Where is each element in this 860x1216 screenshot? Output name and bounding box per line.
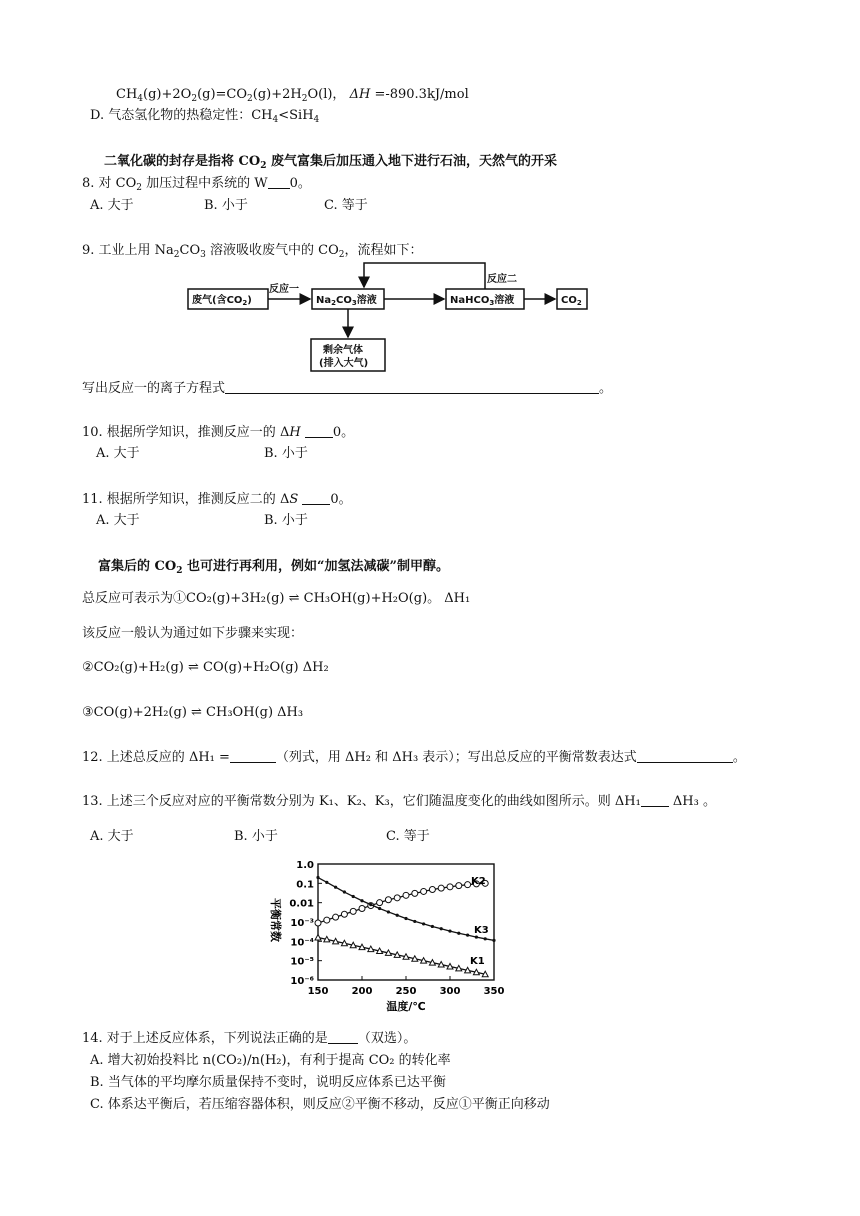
delta-h: ΔH: [349, 87, 371, 102]
heading-text: 废气富集后加压通入地下进行石油，天然气的开采: [266, 154, 557, 169]
q11-s: S: [289, 492, 299, 507]
q9-end: 。: [599, 381, 613, 396]
q13-text: 13. 上述三个反应对应的平衡常数分别为 K₁、K₂、K₃，它们随温度变化的曲线如图所示。则 ΔH₁: [82, 794, 641, 809]
series-label-k1: K1: [470, 956, 485, 967]
answer-blank[interactable]: [302, 491, 330, 505]
data-point-k2: [341, 911, 347, 917]
y-tick-label: 10⁻⁶: [290, 976, 314, 987]
data-point-k2: [315, 920, 321, 926]
eq-text: O(l)，: [307, 87, 346, 102]
q14-option-b[interactable]: B. 当气体的平均摩尔质量保持不变时，说明反应体系已达平衡: [90, 1075, 446, 1090]
x-tick-label: 150: [307, 986, 329, 997]
equilibrium-constant-chart: [258, 856, 508, 1016]
q9-prompt: 写出反应一的离子方程式: [82, 381, 226, 396]
flow-label-remaining: 剩余气体: [323, 345, 363, 356]
process-flow-diagram: [180, 258, 600, 376]
data-point-k3: [360, 899, 363, 902]
equation-line: $CH_4(g)+2O_2(g)=CO_2(g)+2H_2O(l)$， ΔH =-890.3kJ/mol: [116, 87, 469, 104]
data-point-k3: [448, 929, 451, 932]
answer-blank[interactable]: [305, 424, 333, 438]
steps-intro: 该反应一般认为通过如下步骤来实现：: [82, 626, 304, 641]
data-point-k2: [377, 900, 383, 906]
data-point-k3: [325, 881, 328, 884]
data-point-k3: [422, 922, 425, 925]
q9-text: 溶液吸收废气中的 CO: [205, 243, 339, 258]
flow-label-waste-gas: 废气(含$CO_2$): [192, 295, 252, 307]
data-point-k3: [484, 937, 487, 940]
q13-option-c[interactable]: C. 等于: [386, 829, 430, 844]
heading-text: 也可进行再利用，例如“加氢法减碳”制甲醇。: [182, 559, 449, 574]
y-tick-label: 1.0: [296, 860, 314, 871]
data-point-k2: [333, 914, 339, 920]
series-label-k3: K3: [474, 925, 489, 936]
answer-blank[interactable]: [637, 749, 733, 763]
y-tick-label: 10⁻⁴: [290, 937, 314, 949]
option-d-text: D. 气态氢化物的热稳定性：CH: [90, 108, 273, 123]
q13-option-b[interactable]: B. 小于: [234, 829, 278, 844]
y-tick-label: 0.01: [289, 898, 314, 910]
q10-text: 0。: [332, 425, 355, 440]
q9-text: ，流程如下：: [344, 243, 423, 258]
q12-text: 。: [732, 750, 746, 765]
q11-text: 0。: [330, 492, 352, 507]
data-point-k2: [429, 887, 435, 893]
flow-label-nahco3: NaHCO$_3$溶液: [450, 295, 515, 307]
x-tick-label: 250: [395, 986, 417, 997]
y-tick-label: 10⁻³: [290, 918, 314, 929]
data-point-k3: [457, 932, 460, 935]
data-point-k2: [447, 884, 453, 890]
y-tick-label: 10⁻⁵: [290, 956, 314, 968]
data-point-k3: [404, 917, 407, 920]
question-12: [82, 749, 746, 767]
flow-label-vent: (排入大气): [319, 358, 369, 369]
question-10: [82, 424, 354, 442]
section-heading-2: 富集后的 $CO_2$ 也可进行再利用，例如“加氢法减碳”制甲醇。: [98, 559, 449, 576]
flow-label-co2: $CO_2$: [561, 295, 582, 307]
data-point-k2: [456, 883, 462, 889]
question-14: [82, 1030, 416, 1048]
data-point-k3: [334, 886, 337, 889]
q14-text: （双选）。: [357, 1031, 417, 1046]
data-point-k2: [350, 908, 356, 914]
flow-label-reaction-2: 反应二: [487, 274, 517, 285]
answer-blank[interactable]: [225, 380, 599, 394]
series-label-k2: K2: [471, 876, 486, 887]
q8-option-b[interactable]: B. 小于: [204, 198, 248, 213]
q8-text: 0。: [289, 176, 311, 191]
q10-option-b[interactable]: B. 小于: [264, 446, 308, 461]
q10-h: H: [289, 425, 301, 440]
q13-text: ΔH₃ 。: [668, 794, 716, 809]
q12-text: 12. 上述总反应的 ΔH₁ =: [82, 750, 230, 765]
q11-option-b[interactable]: B. 小于: [264, 513, 308, 528]
q14-option-c[interactable]: C. 体系达平衡后，若压缩容器体积，则反应②平衡不移动，反应①平衡正向移动: [90, 1097, 550, 1112]
data-point-k2: [359, 905, 365, 911]
data-point-k2: [324, 917, 330, 923]
data-point-k3: [316, 876, 319, 879]
q10-text: 10. 根据所学知识，推测反应一的 Δ: [82, 425, 290, 440]
question-13: [82, 793, 716, 811]
data-point-k3: [396, 914, 399, 917]
eq-text: (g)=CO: [197, 87, 248, 102]
eq-value: =-890.3kJ/mol: [370, 87, 469, 102]
data-point-k3: [492, 939, 495, 942]
data-point-k3: [413, 920, 416, 923]
x-tick-label: 300: [439, 986, 461, 997]
data-point-k3: [440, 927, 443, 930]
q9-text: 9. 工业上用 Na: [82, 243, 174, 258]
q10-option-a[interactable]: A. 大于: [96, 446, 140, 461]
eq-text: (g)+2O: [143, 87, 192, 102]
data-point-k2: [412, 890, 418, 896]
total-reaction: 总反应可表示为①CO₂(g)+3H₂(g) ⇌ CH₃OH(g)+H₂O(g)。 ΔH₁: [82, 591, 471, 606]
q13-option-a[interactable]: A. 大于: [90, 829, 134, 844]
option-d-text: <SiH: [278, 108, 314, 123]
eq-text: (g)+2H: [252, 87, 302, 102]
data-point-k3: [369, 903, 372, 906]
data-point-k3: [466, 934, 469, 937]
q9-text: CO: [179, 243, 201, 258]
q8-option-a[interactable]: A. 大于: [90, 198, 134, 213]
data-point-k3: [378, 907, 381, 910]
question-8: 8. 对 $CO_2$ 加压过程中系统的 W 0。: [82, 176, 311, 193]
flow-label-reaction-1: 反应一: [269, 284, 299, 295]
q14-option-a[interactable]: A. 增大初始投料比 n(CO₂)/n(H₂)，有利于提高 CO₂ 的转化率: [90, 1053, 451, 1068]
data-point-k3: [352, 895, 355, 898]
x-axis-label: 温度/℃: [386, 1000, 426, 1013]
q9-answer-line: [82, 380, 612, 398]
section-heading: 二氧化碳的封存是指将 $CO_2$ 废气富集后加压通入地下进行石油，天然气的开采: [104, 154, 557, 171]
question-9: 9. 工业上用 $Na_2CO_3$ 溶液吸收废气中的 $CO_2$，流程如下：: [82, 243, 423, 260]
data-point-k2: [438, 885, 444, 891]
q12-text: （列式，用 ΔH₂ 和 ΔH₃ 表示）；写出总反应的平衡常数表达式: [275, 750, 637, 765]
answer-blank[interactable]: [268, 175, 290, 189]
data-point-k3: [387, 910, 390, 913]
answer-blank[interactable]: [230, 749, 276, 763]
y-tick-label: 0.1: [296, 879, 314, 891]
q11-option-a[interactable]: A. 大于: [96, 513, 140, 528]
data-point-k2: [403, 892, 409, 898]
answer-blank[interactable]: [328, 1030, 358, 1044]
question-11: [82, 491, 352, 509]
eq-text: CH: [116, 87, 138, 102]
step-2-reaction: ②CO₂(g)+H₂(g) ⇌ CO(g)+H₂O(g) ΔH₂: [82, 660, 329, 675]
data-point-k3: [431, 925, 434, 928]
q8-option-c[interactable]: C. 等于: [324, 198, 368, 213]
data-point-k1: [315, 934, 321, 940]
x-tick-label: 350: [483, 986, 505, 997]
flow-label-na2co3: $Na_2CO_3$溶液: [316, 295, 377, 307]
x-tick-label: 200: [351, 986, 373, 997]
y-axis-label: 平衡常数: [269, 898, 282, 942]
q14-text: 14. 对于上述反应体系，下列说法正确的是: [82, 1031, 328, 1046]
data-point-k2: [421, 888, 427, 894]
data-point-k2: [465, 882, 471, 888]
option-d: D. 气态氢化物的热稳定性：$CH_4<SiH_4$: [90, 108, 320, 125]
data-point-k2: [394, 895, 400, 901]
answer-blank[interactable]: [641, 793, 669, 807]
heading-text: 二氧化碳的封存是指将 CO: [104, 154, 261, 169]
heading-text: 富集后的 CO: [98, 559, 177, 574]
q11-text: 11. 根据所学知识，推测反应二的 Δ: [82, 492, 290, 507]
q8-text: 8. 对 CO: [82, 176, 137, 191]
data-point-k2: [385, 897, 391, 903]
data-point-k3: [343, 890, 346, 893]
step-3-reaction: ③CO(g)+2H₂(g) ⇌ CH₃OH(g) ΔH₃: [82, 705, 304, 720]
q8-text: 加压过程中系统的 W: [142, 176, 268, 191]
